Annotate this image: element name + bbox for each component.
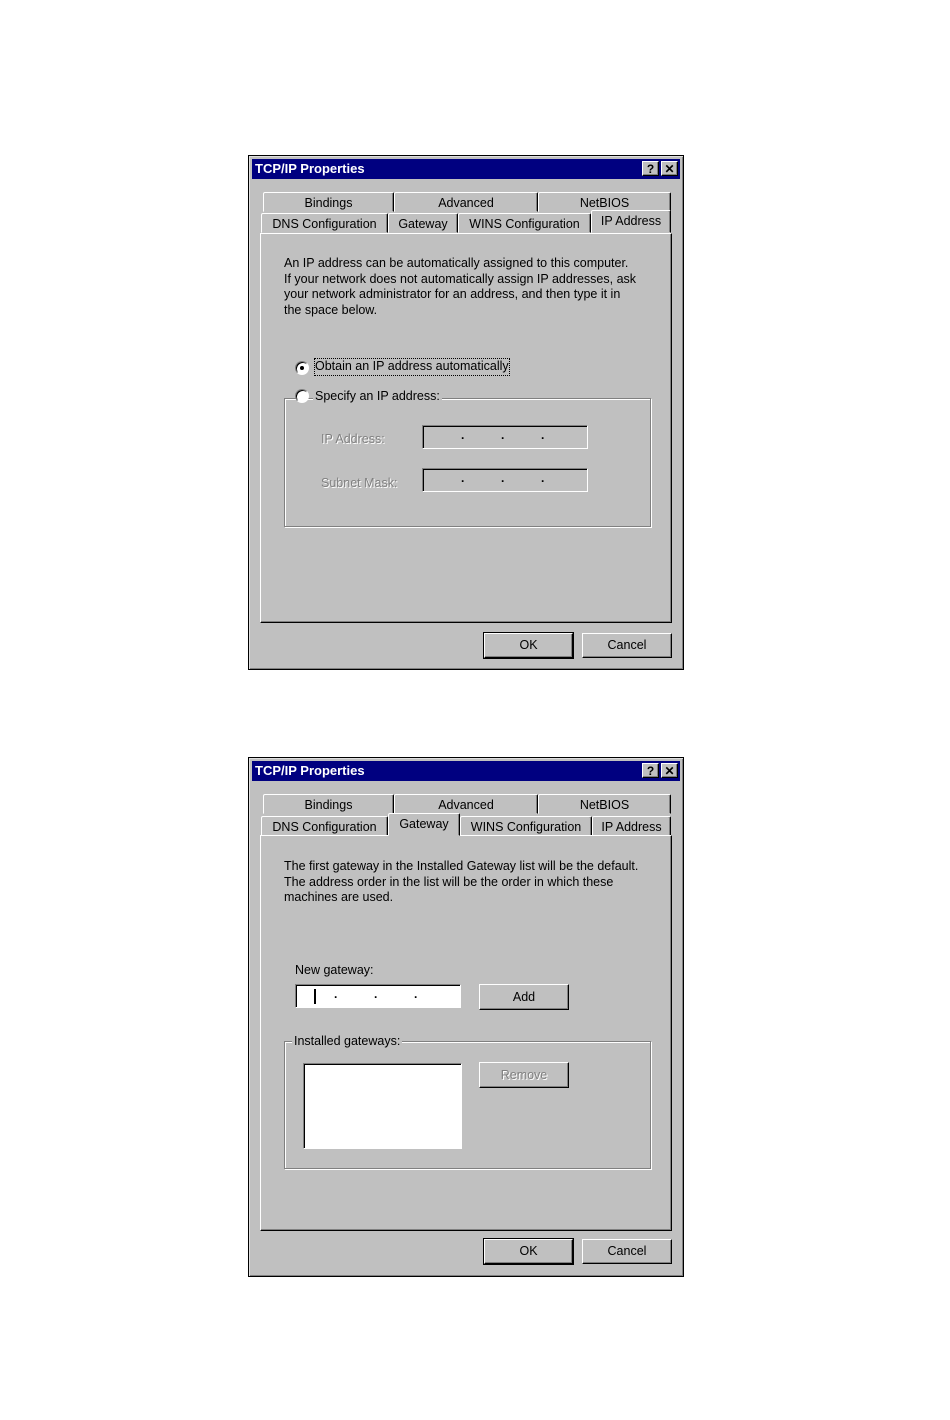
ip-separator: . bbox=[461, 428, 465, 442]
tab-netbios[interactable] bbox=[538, 794, 671, 814]
tab-label: WINS Configuration bbox=[469, 217, 580, 231]
description-text bbox=[284, 256, 636, 318]
ip-separator: . bbox=[461, 471, 465, 485]
ip-separator: . bbox=[541, 428, 545, 442]
text-caret bbox=[314, 989, 316, 1004]
tcpip-properties-dialog-gateway bbox=[248, 757, 684, 1277]
ip-separator: . bbox=[334, 987, 338, 1001]
close-icon: ✕ bbox=[664, 764, 675, 778]
help-button[interactable] bbox=[642, 161, 659, 176]
description-line: the space below. bbox=[284, 302, 378, 317]
tab-dns-configuration[interactable] bbox=[261, 816, 388, 836]
close-button[interactable] bbox=[661, 161, 678, 176]
ip-separator: . bbox=[501, 428, 505, 442]
subnet-mask-field[interactable] bbox=[422, 468, 588, 492]
tab-advanced[interactable] bbox=[394, 192, 538, 212]
tab-wins-configuration[interactable] bbox=[460, 816, 592, 836]
ip-separator: . bbox=[414, 987, 418, 1001]
title-bar[interactable] bbox=[252, 159, 680, 179]
tab-advanced[interactable] bbox=[394, 794, 538, 814]
tab-label: Advanced bbox=[438, 196, 494, 210]
tab-label: DNS Configuration bbox=[272, 820, 377, 834]
help-icon: ? bbox=[646, 764, 655, 778]
description-text bbox=[284, 859, 638, 906]
tcpip-properties-dialog-ip-address bbox=[248, 155, 684, 670]
tab-gateway[interactable] bbox=[388, 213, 458, 233]
description-line: If your network does not automatically assign IP addresses, ask bbox=[284, 271, 637, 286]
tab-label: Gateway bbox=[398, 217, 448, 231]
tab-label: Advanced bbox=[438, 798, 494, 812]
tab-bindings[interactable] bbox=[263, 794, 394, 814]
description-line: machines are used. bbox=[284, 890, 394, 904]
dialog-title: TCP/IP Properties bbox=[255, 161, 365, 176]
tab-panel bbox=[260, 233, 672, 623]
obtain-ip-radio[interactable] bbox=[295, 361, 309, 375]
description-line: An IP address can be automatically assigned to this computer. bbox=[284, 256, 629, 270]
specify-ip-group bbox=[284, 398, 651, 527]
radio-selected-dot bbox=[300, 366, 304, 370]
installed-gateways-list[interactable] bbox=[303, 1063, 462, 1149]
new-gateway-label: New gateway: bbox=[295, 963, 374, 977]
ip-separator: . bbox=[541, 471, 545, 485]
tab-panel bbox=[260, 835, 672, 1231]
tab-label: IP Address bbox=[601, 820, 662, 834]
tab-bindings[interactable] bbox=[263, 192, 394, 212]
ip-address-label: IP Address: bbox=[321, 432, 385, 446]
ok-button[interactable]: OK bbox=[484, 633, 573, 658]
description-line: The address order in the list will be the order in which these bbox=[284, 874, 614, 889]
remove-button[interactable]: Remove bbox=[479, 1062, 569, 1088]
ip-separator: . bbox=[501, 471, 505, 485]
close-icon: ✕ bbox=[664, 162, 675, 176]
description-line: your network administrator for an address, and then type it in bbox=[284, 287, 621, 301]
ip-separator: . bbox=[374, 987, 378, 1001]
ip-address-field[interactable] bbox=[422, 425, 588, 449]
tab-label: IP Address bbox=[600, 214, 662, 228]
specify-ip-radio[interactable] bbox=[295, 389, 309, 403]
tab-label: Bindings bbox=[304, 196, 353, 210]
installed-gateways-label: Installed gateways: bbox=[294, 1034, 401, 1048]
cancel-button[interactable]: Cancel bbox=[582, 1239, 672, 1264]
help-icon: ? bbox=[646, 162, 655, 176]
title-bar[interactable] bbox=[252, 761, 680, 781]
description-line: The first gateway in the Installed Gateway list will be the default. bbox=[284, 859, 639, 873]
cancel-button[interactable]: Cancel bbox=[582, 633, 672, 658]
tab-label: Bindings bbox=[304, 798, 353, 812]
add-button[interactable]: Add bbox=[479, 984, 569, 1010]
tab-netbios[interactable] bbox=[538, 192, 671, 212]
tab-dns-configuration[interactable] bbox=[261, 213, 388, 233]
tab-label: NetBIOS bbox=[579, 798, 630, 812]
tab-label: WINS Configuration bbox=[470, 820, 582, 834]
dialog-title: TCP/IP Properties bbox=[255, 763, 365, 778]
specify-ip-label[interactable]: Specify an IP address: bbox=[315, 389, 440, 403]
tab-gateway[interactable] bbox=[388, 813, 460, 836]
tab-wins-configuration[interactable] bbox=[458, 213, 591, 233]
obtain-ip-label[interactable]: Obtain an IP address automatically bbox=[315, 359, 509, 373]
tab-ip-address[interactable] bbox=[592, 816, 671, 836]
tab-ip-address[interactable] bbox=[591, 210, 671, 233]
tab-label: NetBIOS bbox=[579, 196, 630, 210]
close-button[interactable] bbox=[661, 763, 678, 778]
tab-label: DNS Configuration bbox=[272, 217, 377, 231]
tab-label: Gateway bbox=[399, 817, 449, 831]
ok-button[interactable]: OK bbox=[484, 1239, 573, 1264]
new-gateway-field[interactable] bbox=[295, 984, 461, 1008]
subnet-mask-label: Subnet Mask: bbox=[321, 476, 398, 490]
help-button[interactable] bbox=[642, 763, 659, 778]
